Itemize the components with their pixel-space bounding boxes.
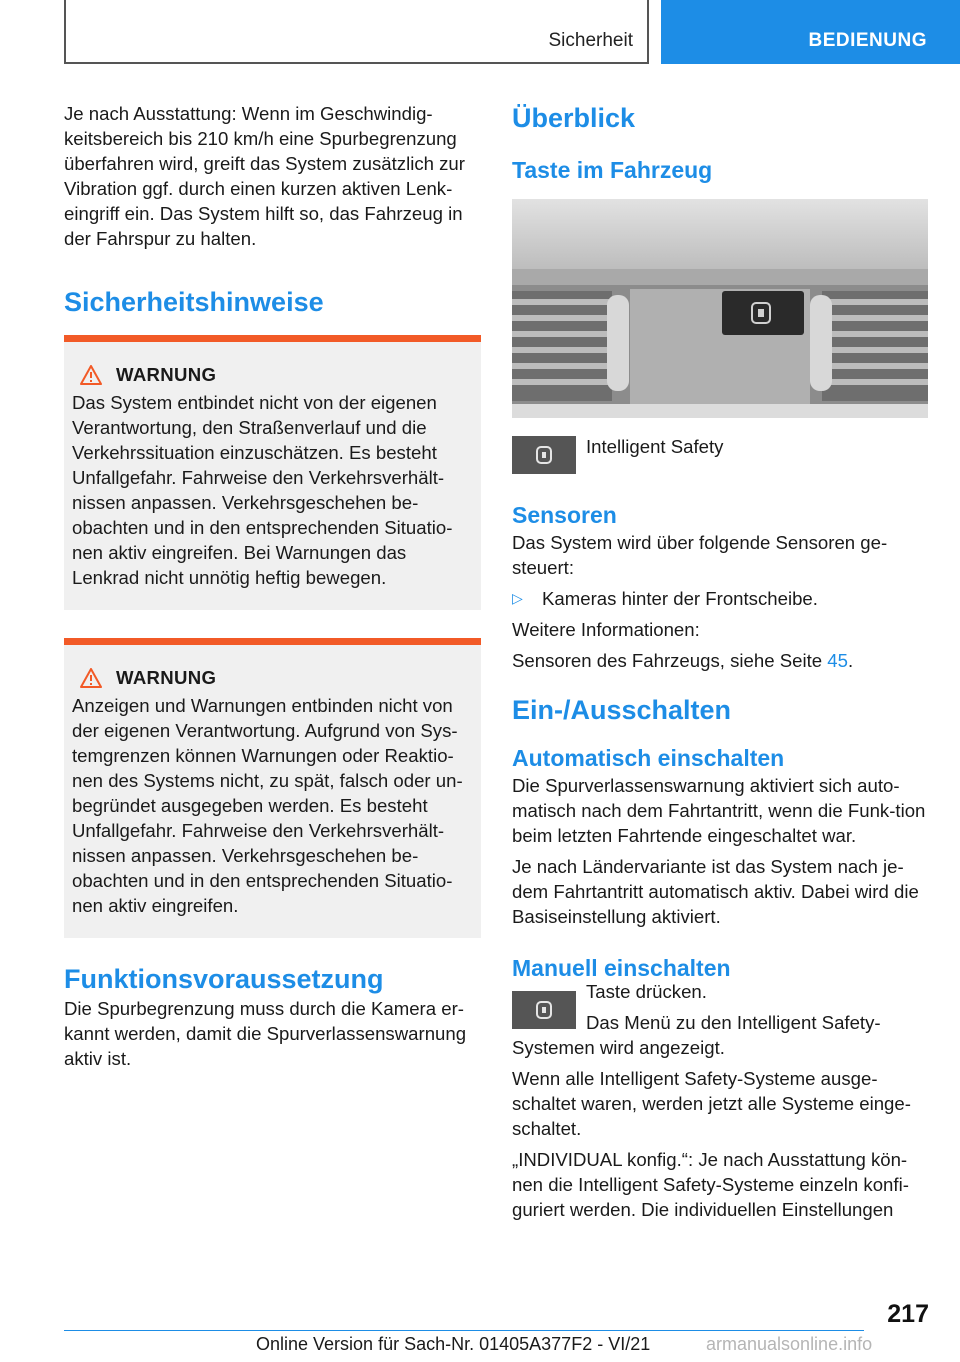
- warning-text: Anzeigen und Warnungen entbinden nicht von der eigenen Verantwortung. Aufgrund von Sys-temgrenzen können Warnungen oder Reaktio-nen des Systems nicht, zu spät, falsch oder un-begründet ausgegeben werden. Es besteht Unfallgefahr. Fahrweise den Verkehrsverhält-nissen anpassen. Verkehrsgeschehen be-obachten und in den entsprechenden Situatio-nen aktiv eingreifen.: [72, 695, 463, 916]
- section-label: Sicherheit: [548, 30, 633, 51]
- auto-heading: Automatisch einschalten: [512, 745, 785, 771]
- intro-paragraph: Je nach Ausstattung: Wenn im Geschwindig-keitsbereich bis 210 km/h eine Spurbegrenzung überfahren wird, greift das System zusätzlich zur Vibration ggf. durch einen kurzen aktiven Lenk-eingriff ein. Das System hilft so, das Fahrzeug in der Fahrspur zu halten.: [64, 103, 465, 249]
- warning-triangle-icon: [80, 668, 102, 688]
- button-caption-row: [512, 436, 930, 474]
- sensors-ref-text: Sensoren des Fahrzeugs, siehe Seite: [512, 650, 823, 671]
- safety-heading: Sicherheitshinweise: [64, 287, 324, 317]
- intelligent-safety-button-icon: [512, 436, 576, 474]
- vehicle-button-photo: [512, 199, 928, 418]
- triangle-bullet-icon: ▷: [512, 590, 523, 606]
- right-column: [512, 101, 930, 1222]
- footer-online-text: Online Version für Sach-Nr. 01405A377F2 - VI/21: [256, 1334, 651, 1354]
- list-item: [512, 586, 930, 611]
- overview-heading: Überblick: [512, 103, 636, 133]
- warning-title-row: [80, 667, 471, 689]
- function-heading: Funktionsvoraussetzung: [64, 964, 384, 994]
- onoff-heading: Ein-/Ausschalten: [512, 695, 732, 725]
- warning-triangle-icon: [80, 365, 102, 385]
- left-column: [64, 101, 481, 1071]
- footer-watermark: armanualsonline.info: [706, 1334, 873, 1354]
- footer-divider: [64, 1330, 864, 1331]
- header-section-box: [64, 0, 649, 64]
- manual-paragraph-1: Wenn alle Intelligent Safety-Systeme ausge-schaltet waren, werden jetzt alle Systeme einge-schaltet.: [512, 1068, 911, 1139]
- button-heading: Taste im Fahrzeug: [512, 157, 713, 183]
- warning-box-1: [64, 335, 481, 610]
- warning-box-2: [64, 638, 481, 938]
- sensor-item: Kameras hinter der Frontscheibe.: [542, 588, 818, 609]
- sensors-paragraph: Das System wird über folgende Sensoren ge-steuert:: [512, 532, 888, 578]
- manual-menu-b: Systemen wird angezeigt.: [512, 1037, 725, 1058]
- auto-paragraph-1: Die Spurverlassenswarnung aktiviert sich auto-matisch nach dem Fahrtantritt, wenn die Funk-tion beim letzten Fahrtende eingeschaltet war.: [512, 775, 926, 846]
- manual-paragraph-2: „INDIVIDUAL konfig.“: Je nach Ausstattung kön-nen die Intelligent Safety-Systeme einzeln konfi-guriert werden. Die individuellen Einstellungen: [512, 1149, 909, 1220]
- auto-paragraph-2: Je nach Ländervariante ist das System nach je-dem Fahrtantritt automatisch aktiv. Dabei wird die Basiseinstellung aktiviert.: [512, 856, 919, 927]
- function-paragraph: Die Spurbegrenzung muss durch die Kamera er-kannt werden, damit die Spurverlassenswarnung aktiv ist.: [64, 998, 467, 1069]
- chapter-label: BEDIENUNG: [808, 30, 927, 51]
- sensors-ref-end: .: [847, 650, 854, 671]
- manual-step: Taste drücken.: [586, 981, 707, 1002]
- button-caption: Intelligent Safety: [586, 436, 724, 457]
- manual-heading: Manuell einschalten: [512, 955, 731, 981]
- more-info-label: Weitere Informationen:: [512, 619, 700, 640]
- manual-step-row: [512, 981, 930, 1035]
- intelligent-safety-button-icon: [512, 991, 576, 1029]
- header-chapter-box: [661, 0, 960, 64]
- warning-title: WARNUNG: [116, 667, 217, 688]
- warning-title: WARNUNG: [116, 364, 217, 385]
- manual-menu-a: Das Menü zu den Intelligent Safety-: [586, 1012, 881, 1033]
- warning-text: Das System entbindet nicht von der eigenen Verantwortung, den Straßenverlauf und die Verkehrssituation einzuschätzen. Es besteht Unfallgefahr. Fahrweise den Verkehrsverhält-nissen anpassen. Verkehrsgeschehen be-obachten und in den entsprechenden Situatio-nen aktiv eingreifen. Bei Warnungen das Lenkrad nicht unnötig heftig bewegen.: [72, 392, 453, 588]
- sensors-heading: Sensoren: [512, 502, 617, 528]
- warning-title-row: [80, 364, 471, 386]
- sensors-reference: [512, 648, 930, 673]
- page-link[interactable]: 45: [827, 650, 848, 671]
- page-number: 217: [887, 1300, 929, 1328]
